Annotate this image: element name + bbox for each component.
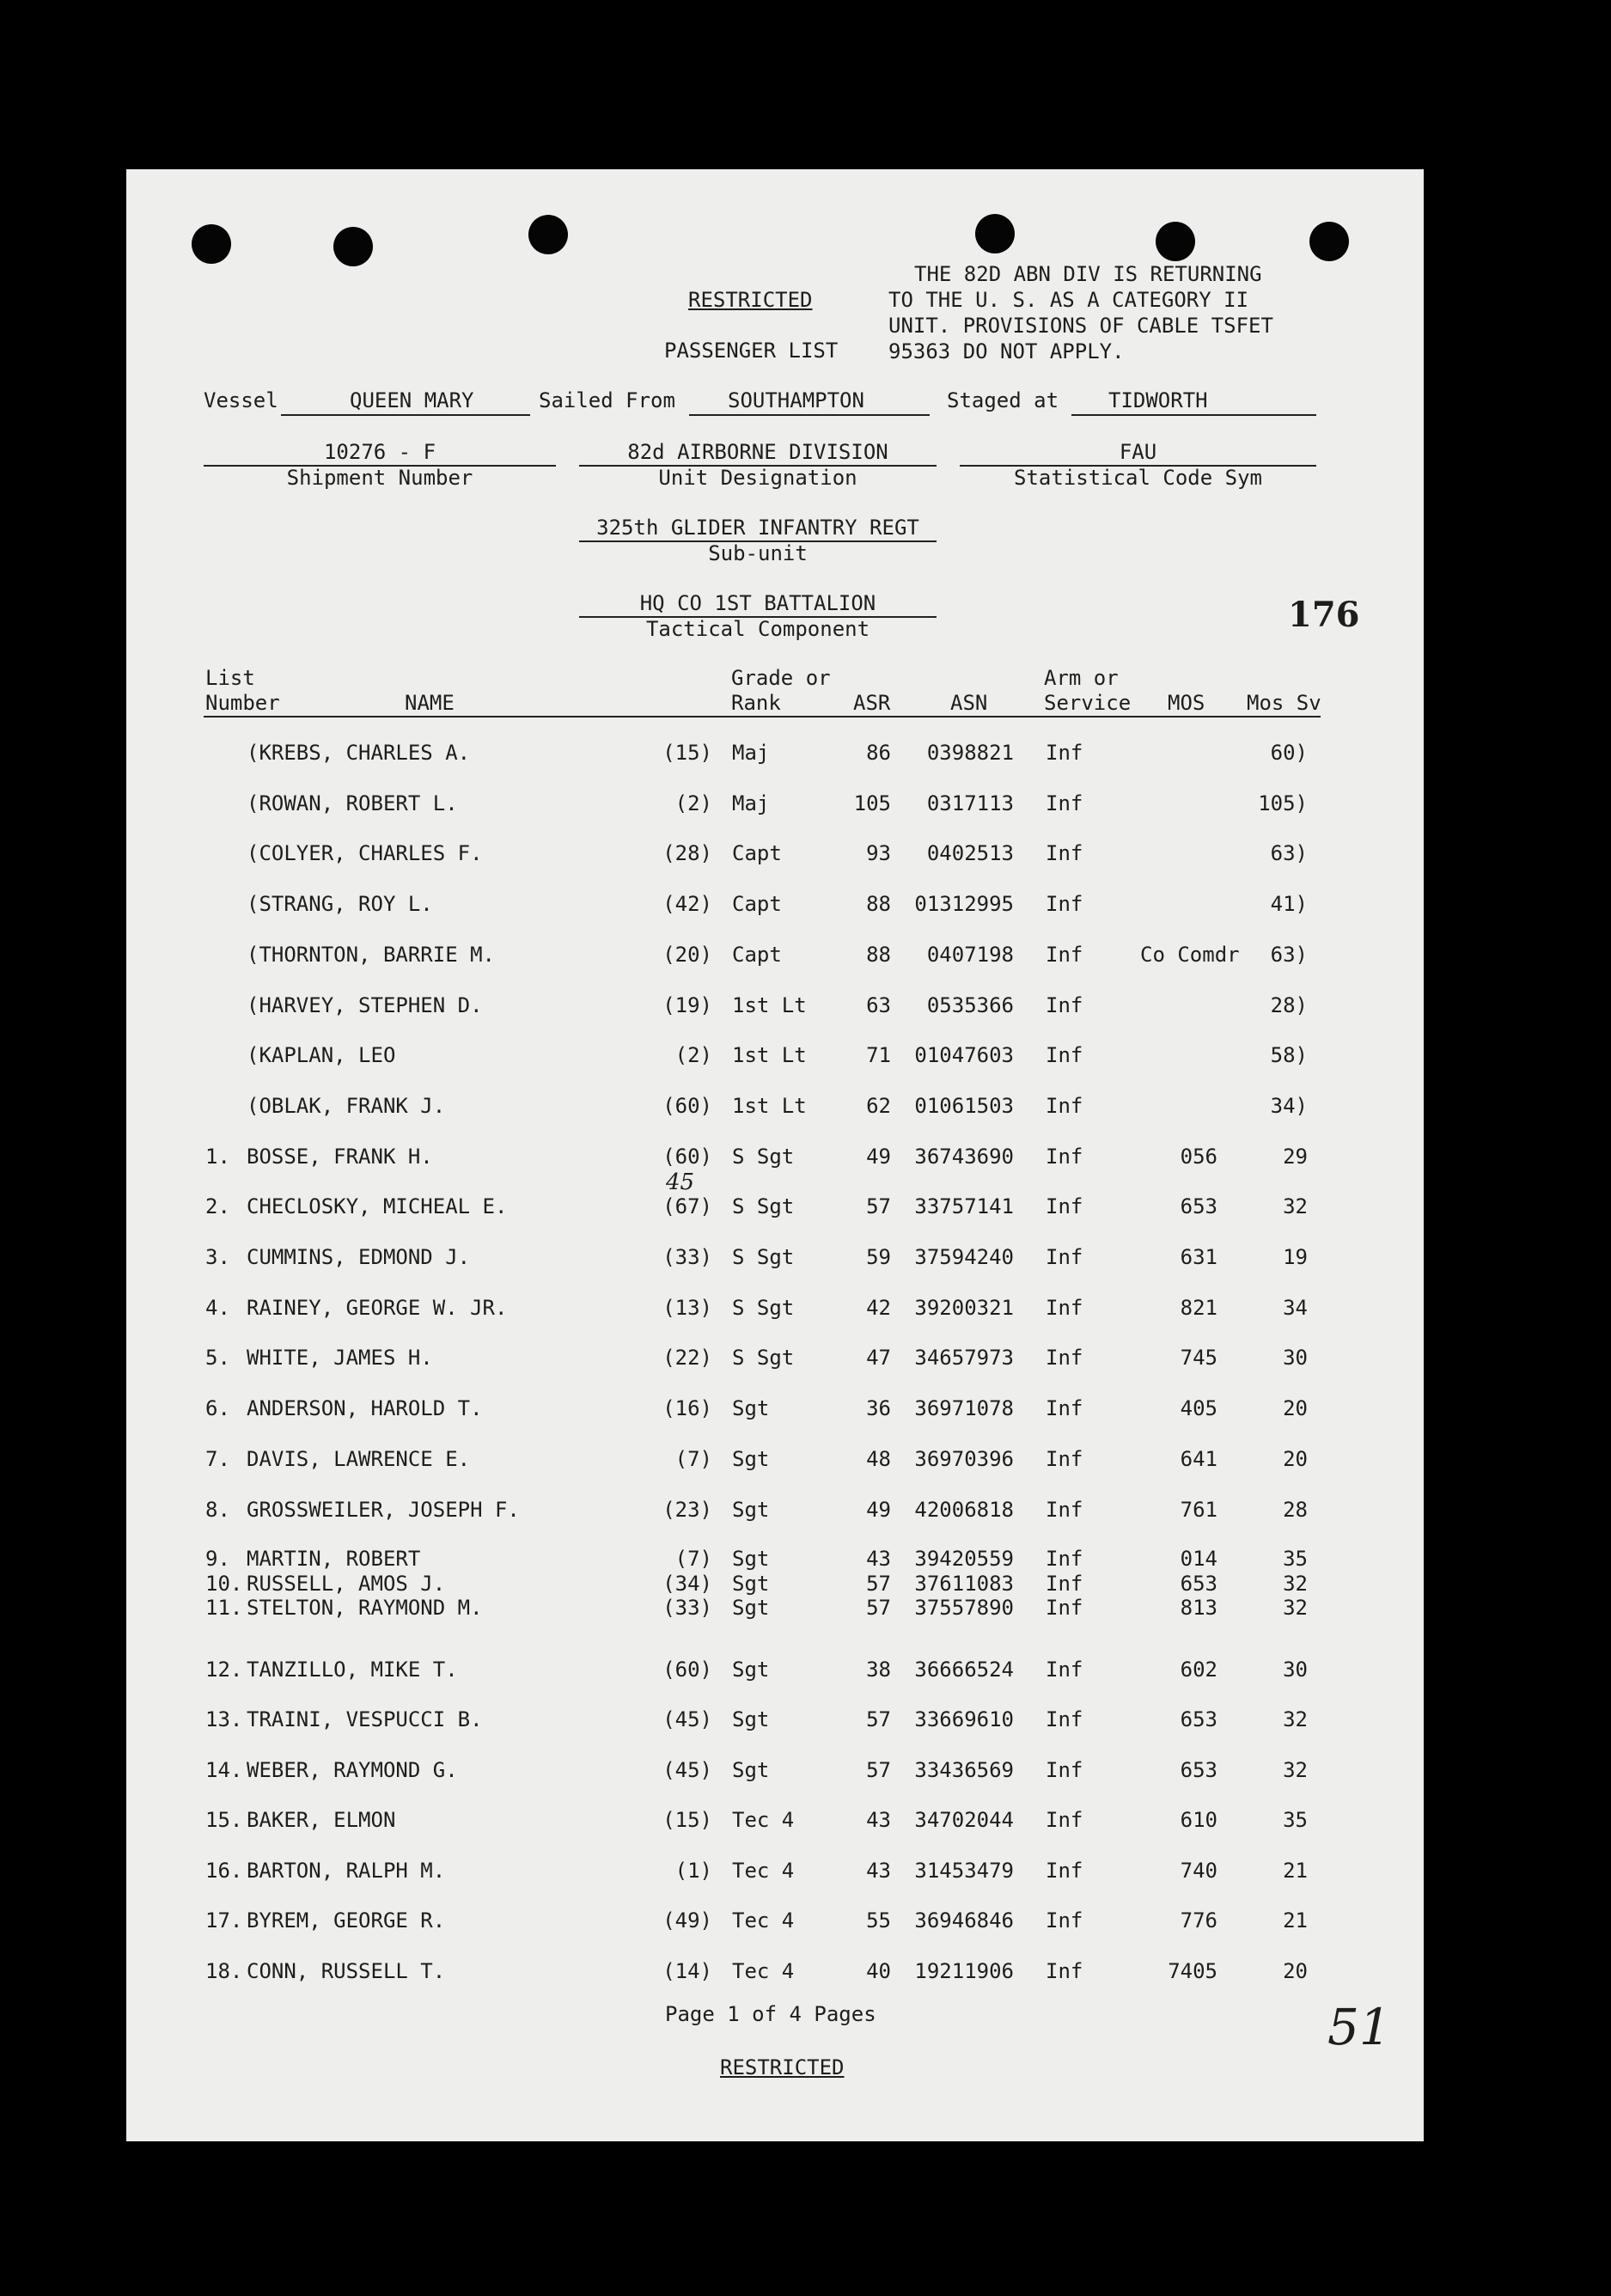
handwritten-correction: 45 [666, 1169, 695, 1195]
row-name: RAINEY, GEORGE W. JR. [247, 1296, 508, 1320]
row-arm: Inf [1046, 791, 1083, 815]
row-asn: 39200321 [914, 1296, 1014, 1320]
row-mos-sv: 41) [1270, 892, 1308, 916]
row-asn: 31453479 [914, 1859, 1014, 1883]
row-name: WEBER, RAYMOND G. [247, 1758, 458, 1782]
row-asr: 88 [866, 943, 891, 967]
row-arm: Inf [1046, 892, 1083, 916]
row-grade: S Sgt [732, 1194, 795, 1218]
row-dependents: (67) [662, 1194, 712, 1218]
row-dependents: (2) [674, 791, 712, 815]
row-dependents: (16) [662, 1396, 712, 1420]
col-asn: ASN [950, 691, 988, 715]
row-dependents: (20) [662, 943, 712, 967]
row-dependents: (7) [674, 1547, 712, 1571]
punch-hole [528, 215, 568, 254]
row-asn: 36743690 [914, 1145, 1014, 1169]
row-grade: Sgt [732, 1707, 770, 1731]
row-asr: 105 [853, 791, 891, 815]
row-dependents: (23) [662, 1498, 712, 1522]
col-list-1: List [205, 666, 255, 690]
row-arm: Inf [1046, 1908, 1083, 1933]
restricted-bottom: RESTRICTED [720, 2055, 845, 2079]
row-name: BARTON, RALPH M. [247, 1859, 446, 1883]
row-name: MARTIN, ROBERT [247, 1547, 421, 1571]
row-asr: 40 [866, 1959, 891, 1983]
row-grade: Sgt [732, 1658, 770, 1682]
row-asr: 55 [866, 1908, 891, 1933]
row-asr: 93 [866, 841, 891, 865]
row-dependents: (33) [662, 1596, 712, 1620]
row-asn: 36970396 [914, 1447, 1014, 1471]
unit-designation: 82d AIRBORNE DIVISION [627, 440, 888, 464]
row-mos: 761 [1180, 1498, 1217, 1522]
row-dependents: (34) [662, 1572, 712, 1596]
row-mos: 405 [1180, 1396, 1217, 1420]
statcode-label: Statistical Code Sym [1014, 466, 1262, 490]
row-asr: 88 [866, 892, 891, 916]
row-name: (KAPLAN, LEO [247, 1043, 396, 1067]
row-arm: Inf [1046, 1194, 1083, 1218]
row-asr: 38 [866, 1658, 891, 1682]
row-asn: 0535366 [926, 993, 1014, 1017]
row-dependents: (28) [662, 841, 712, 865]
row-dependents: (15) [662, 741, 712, 765]
row-arm: Inf [1046, 1758, 1083, 1782]
row-asr: 36 [866, 1396, 891, 1420]
row-arm: Inf [1046, 1296, 1083, 1320]
col-asr: ASR [853, 691, 891, 715]
row-asn: 36666524 [914, 1658, 1014, 1682]
row-arm: Inf [1046, 741, 1083, 765]
row-asn: 01061503 [914, 1094, 1014, 1118]
row-asr: 42 [866, 1296, 891, 1320]
row-asr: 62 [866, 1094, 891, 1118]
row-mos-sv: 63) [1270, 841, 1308, 865]
row-asn: 01047603 [914, 1043, 1014, 1067]
row-arm: Inf [1046, 1245, 1083, 1269]
row-arm: Inf [1046, 1959, 1083, 1983]
row-grade: Sgt [732, 1547, 770, 1571]
punch-hole [975, 214, 1015, 253]
row-mos: 610 [1180, 1808, 1217, 1832]
row-mos-sv: 105) [1258, 791, 1308, 815]
row-grade: S Sgt [732, 1245, 795, 1269]
row-name: TANZILLO, MIKE T. [247, 1658, 458, 1682]
row-asr: 43 [866, 1859, 891, 1883]
row-list-number: 7. [205, 1447, 230, 1471]
row-asn: 01312995 [914, 892, 1014, 916]
row-grade: 1st Lt [732, 993, 807, 1017]
row-list-number: 6. [205, 1396, 230, 1420]
tactical-component: HQ CO 1ST BATTALION [639, 591, 876, 615]
row-arm: Inf [1046, 993, 1083, 1017]
col-arm-2: Service [1044, 691, 1132, 715]
row-asn: 37611083 [914, 1572, 1014, 1596]
row-arm: Inf [1046, 1346, 1083, 1370]
row-list-number: 10. [205, 1572, 243, 1596]
row-asn: 37594240 [914, 1245, 1014, 1269]
row-asr: 57 [866, 1572, 891, 1596]
row-mos-sv: 32 [1283, 1707, 1308, 1731]
punch-hole [1309, 222, 1349, 261]
col-name: NAME [405, 691, 455, 715]
row-arm: Inf [1046, 841, 1083, 865]
shipment-label: Shipment Number [286, 466, 473, 490]
row-asr: 86 [866, 741, 891, 765]
page-indicator: Page 1 of 4 Pages [665, 2002, 876, 2026]
row-dependents: (60) [662, 1658, 712, 1682]
row-grade: Tec 4 [732, 1908, 795, 1933]
punch-hole [333, 227, 373, 266]
row-mos-sv: 30 [1283, 1658, 1308, 1682]
row-asr: 43 [866, 1808, 891, 1832]
col-mos-sv: Mos Sv [1247, 691, 1321, 715]
row-arm: Inf [1046, 1859, 1083, 1883]
row-mos: 813 [1180, 1596, 1217, 1620]
row-name: (KREBS, CHARLES A. [247, 741, 471, 765]
row-grade: S Sgt [732, 1145, 795, 1169]
row-name: (ROWAN, ROBERT L. [247, 791, 458, 815]
row-name: (OBLAK, FRANK J. [247, 1094, 446, 1118]
row-asr: 63 [866, 993, 891, 1017]
row-asr: 71 [866, 1043, 891, 1067]
row-dependents: (2) [674, 1043, 712, 1067]
vessel-value: QUEEN MARY [350, 388, 474, 412]
row-asn: 0407198 [926, 943, 1014, 967]
row-dependents: (19) [662, 993, 712, 1017]
row-arm: Inf [1046, 1808, 1083, 1832]
row-mos-sv: 21 [1283, 1908, 1308, 1933]
row-grade: S Sgt [732, 1346, 795, 1370]
row-name: (HARVEY, STEPHEN D. [247, 993, 483, 1017]
row-name: GROSSWEILER, JOSEPH F. [247, 1498, 520, 1522]
row-asr: 49 [866, 1498, 891, 1522]
row-list-number: 8. [205, 1498, 230, 1522]
punch-hole [1156, 222, 1195, 261]
notice-line-2: TO THE U. S. AS A CATEGORY II [888, 288, 1249, 312]
row-asn: 39420559 [914, 1547, 1014, 1571]
row-mos-sv: 32 [1283, 1572, 1308, 1596]
row-asn: 33436569 [914, 1758, 1014, 1782]
row-name: CUMMINS, EDMOND J. [247, 1245, 471, 1269]
row-grade: Capt [732, 892, 782, 916]
row-asn: 36946846 [914, 1908, 1014, 1933]
row-mos-sv: 20 [1283, 1447, 1308, 1471]
row-name: ANDERSON, HAROLD T. [247, 1396, 483, 1420]
row-asn: 42006818 [914, 1498, 1014, 1522]
row-grade: Sgt [732, 1758, 770, 1782]
row-name: (STRANG, ROY L. [247, 892, 433, 916]
row-mos-sv: 32 [1283, 1758, 1308, 1782]
row-name: RUSSELL, AMOS J. [247, 1572, 446, 1596]
row-mos-sv: 28 [1283, 1498, 1308, 1522]
notice-line-4: 95363 DO NOT APPLY. [888, 339, 1125, 363]
col-grade-1: Grade or [731, 666, 831, 690]
row-mos-sv: 30 [1283, 1346, 1308, 1370]
row-list-number: 2. [205, 1194, 230, 1218]
col-list-2: Number [205, 691, 280, 715]
row-name: DAVIS, LAWRENCE E. [247, 1447, 471, 1471]
row-asr: 49 [866, 1145, 891, 1169]
row-mos: 653 [1180, 1758, 1217, 1782]
row-mos-sv: 20 [1283, 1959, 1308, 1983]
row-grade: Sgt [732, 1498, 770, 1522]
row-mos-sv: 32 [1283, 1596, 1308, 1620]
row-list-number: 3. [205, 1245, 230, 1269]
row-arm: Inf [1046, 1707, 1083, 1731]
col-grade-2: Rank [731, 691, 781, 715]
row-mos-sv: 60) [1270, 741, 1308, 765]
row-grade: Sgt [732, 1447, 770, 1471]
sub-unit: 325th GLIDER INFANTRY REGT [596, 516, 919, 540]
row-mos-sv: 21 [1283, 1859, 1308, 1883]
row-mos-sv: 32 [1283, 1194, 1308, 1218]
row-arm: Inf [1046, 1094, 1083, 1118]
row-name: CONN, RUSSELL T. [247, 1959, 446, 1983]
row-grade: Maj [732, 741, 770, 765]
row-list-number: 18. [205, 1959, 243, 1983]
row-mos-sv: 34) [1270, 1094, 1308, 1118]
shipment-number: 10276 - F [323, 440, 436, 464]
row-dependents: (42) [662, 892, 712, 916]
row-asr: 57 [866, 1194, 891, 1218]
row-mos-sv: 28) [1270, 993, 1308, 1017]
row-dependents: (7) [674, 1447, 712, 1471]
row-list-number: 13. [205, 1707, 243, 1731]
sailed-from-value: SOUTHAMPTON [728, 388, 864, 412]
row-list-number: 1. [205, 1145, 230, 1169]
staged-underline [1071, 414, 1316, 416]
row-mos: 821 [1180, 1296, 1217, 1320]
row-name: STELTON, RAYMOND M. [247, 1596, 483, 1620]
sailed-underline [689, 414, 930, 416]
row-list-number: 11. [205, 1596, 243, 1620]
row-mos: 631 [1180, 1245, 1217, 1269]
row-grade: Sgt [732, 1572, 770, 1596]
row-mos-sv: 34 [1283, 1296, 1308, 1320]
row-mos: 653 [1180, 1572, 1217, 1596]
row-mos: 653 [1180, 1194, 1217, 1218]
row-mos: 056 [1180, 1145, 1217, 1169]
row-list-number: 15. [205, 1808, 243, 1832]
row-name: (COLYER, CHARLES F. [247, 841, 483, 865]
row-mos: 641 [1180, 1447, 1217, 1471]
row-asn: 37557890 [914, 1596, 1014, 1620]
row-arm: Inf [1046, 1596, 1083, 1620]
row-dependents: (22) [662, 1346, 712, 1370]
row-grade: Sgt [732, 1596, 770, 1620]
row-asr: 48 [866, 1447, 891, 1471]
row-grade: Maj [732, 791, 770, 815]
row-list-number: 14. [205, 1758, 243, 1782]
row-mos: 014 [1180, 1547, 1217, 1571]
row-arm: Inf [1046, 1396, 1083, 1420]
row-asr: 59 [866, 1245, 891, 1269]
row-name: WHITE, JAMES H. [247, 1346, 433, 1370]
row-dependents: (13) [662, 1296, 712, 1320]
row-grade: Tec 4 [732, 1959, 795, 1983]
row-list-number: 12. [205, 1658, 243, 1682]
tactical-label: Tactical Component [645, 617, 870, 641]
row-mos-sv: 35 [1283, 1808, 1308, 1832]
row-name: (THORNTON, BARRIE M. [247, 943, 495, 967]
row-dependents: (45) [662, 1707, 712, 1731]
row-mos: 653 [1180, 1707, 1217, 1731]
row-mos-sv: 19 [1283, 1245, 1308, 1269]
row-arm: Inf [1046, 1572, 1083, 1596]
row-asr: 57 [866, 1758, 891, 1782]
row-dependents: (14) [662, 1959, 712, 1983]
row-asn: 34657973 [914, 1346, 1014, 1370]
row-asn: 0398821 [926, 741, 1014, 765]
row-mos: Co Comdr [1140, 943, 1240, 967]
row-dependents: (1) [674, 1859, 712, 1883]
row-grade: Tec 4 [732, 1808, 795, 1832]
row-asn: 33669610 [914, 1707, 1014, 1731]
handwritten-page-number: 51 [1327, 1998, 1391, 2056]
row-asn: 19211906 [914, 1959, 1014, 1983]
row-list-number: 9. [205, 1547, 230, 1571]
stamp-number: 176 [1288, 595, 1360, 635]
row-dependents: (33) [662, 1245, 712, 1269]
staged-at-value: TIDWORTH [1108, 388, 1208, 412]
row-list-number: 5. [205, 1346, 230, 1370]
punch-hole [192, 224, 231, 264]
vessel-underline [281, 414, 530, 416]
row-grade: S Sgt [732, 1296, 795, 1320]
row-arm: Inf [1046, 943, 1083, 967]
notice-line-3: UNIT. PROVISIONS OF CABLE TSFET [888, 314, 1273, 338]
passenger-list-document [126, 169, 1424, 2141]
row-mos-sv: 63) [1270, 943, 1308, 967]
row-dependents: (15) [662, 1808, 712, 1832]
row-name: BAKER, ELMON [247, 1808, 396, 1832]
row-asn: 36971078 [914, 1396, 1014, 1420]
row-list-number: 4. [205, 1296, 230, 1320]
row-mos: 776 [1180, 1908, 1217, 1933]
row-dependents: (45) [662, 1758, 712, 1782]
row-name: TRAINI, VESPUCCI B. [247, 1707, 483, 1731]
row-arm: Inf [1046, 1447, 1083, 1471]
statistical-code: FAU [1119, 440, 1157, 464]
row-dependents: (49) [662, 1908, 712, 1933]
row-mos: 745 [1180, 1346, 1217, 1370]
row-grade: 1st Lt [732, 1094, 807, 1118]
row-asn: 34702044 [914, 1808, 1014, 1832]
row-mos: 740 [1180, 1859, 1217, 1883]
row-arm: Inf [1046, 1547, 1083, 1571]
restricted-top: RESTRICTED [688, 288, 813, 312]
row-mos-sv: 29 [1283, 1145, 1308, 1169]
unit-label: Unit Designation [658, 466, 857, 490]
row-mos-sv: 58) [1270, 1043, 1308, 1067]
col-arm-1: Arm or [1044, 666, 1119, 690]
row-name: CHECLOSKY, MICHEAL E. [247, 1194, 508, 1218]
row-name: BOSSE, FRANK H. [247, 1145, 433, 1169]
row-dependents: (60) [662, 1094, 712, 1118]
row-asr: 43 [866, 1547, 891, 1571]
header-underline [204, 716, 1321, 718]
row-grade: 1st Lt [732, 1043, 807, 1067]
row-mos-sv: 20 [1283, 1396, 1308, 1420]
row-dependents: (60) [662, 1145, 712, 1169]
row-grade: Sgt [732, 1396, 770, 1420]
row-mos-sv: 35 [1283, 1547, 1308, 1571]
notice-line-1: THE 82D ABN DIV IS RETURNING [914, 262, 1262, 286]
row-arm: Inf [1046, 1043, 1083, 1067]
row-name: BYREM, GEORGE R. [247, 1908, 446, 1933]
row-list-number: 16. [205, 1859, 243, 1883]
row-grade: Capt [732, 943, 782, 967]
row-asn: 33757141 [914, 1194, 1014, 1218]
row-arm: Inf [1046, 1658, 1083, 1682]
vessel-label: Vessel [204, 388, 278, 412]
row-mos: 602 [1180, 1658, 1217, 1682]
row-arm: Inf [1046, 1145, 1083, 1169]
passenger-list-title: PASSENGER LIST [664, 339, 839, 363]
row-asr: 57 [866, 1596, 891, 1620]
row-list-number: 17. [205, 1908, 243, 1933]
row-arm: Inf [1046, 1498, 1083, 1522]
sailed-from-label: Sailed From [539, 388, 675, 412]
col-mos: MOS [1168, 691, 1205, 715]
row-asr: 57 [866, 1707, 891, 1731]
row-grade: Tec 4 [732, 1859, 795, 1883]
sub-unit-label: Sub-unit [708, 541, 808, 565]
row-mos: 7405 [1168, 1959, 1217, 1983]
row-asr: 47 [866, 1346, 891, 1370]
staged-at-label: Staged at [947, 388, 1059, 412]
row-grade: Capt [732, 841, 782, 865]
row-asn: 0402513 [926, 841, 1014, 865]
row-asn: 0317113 [926, 791, 1014, 815]
